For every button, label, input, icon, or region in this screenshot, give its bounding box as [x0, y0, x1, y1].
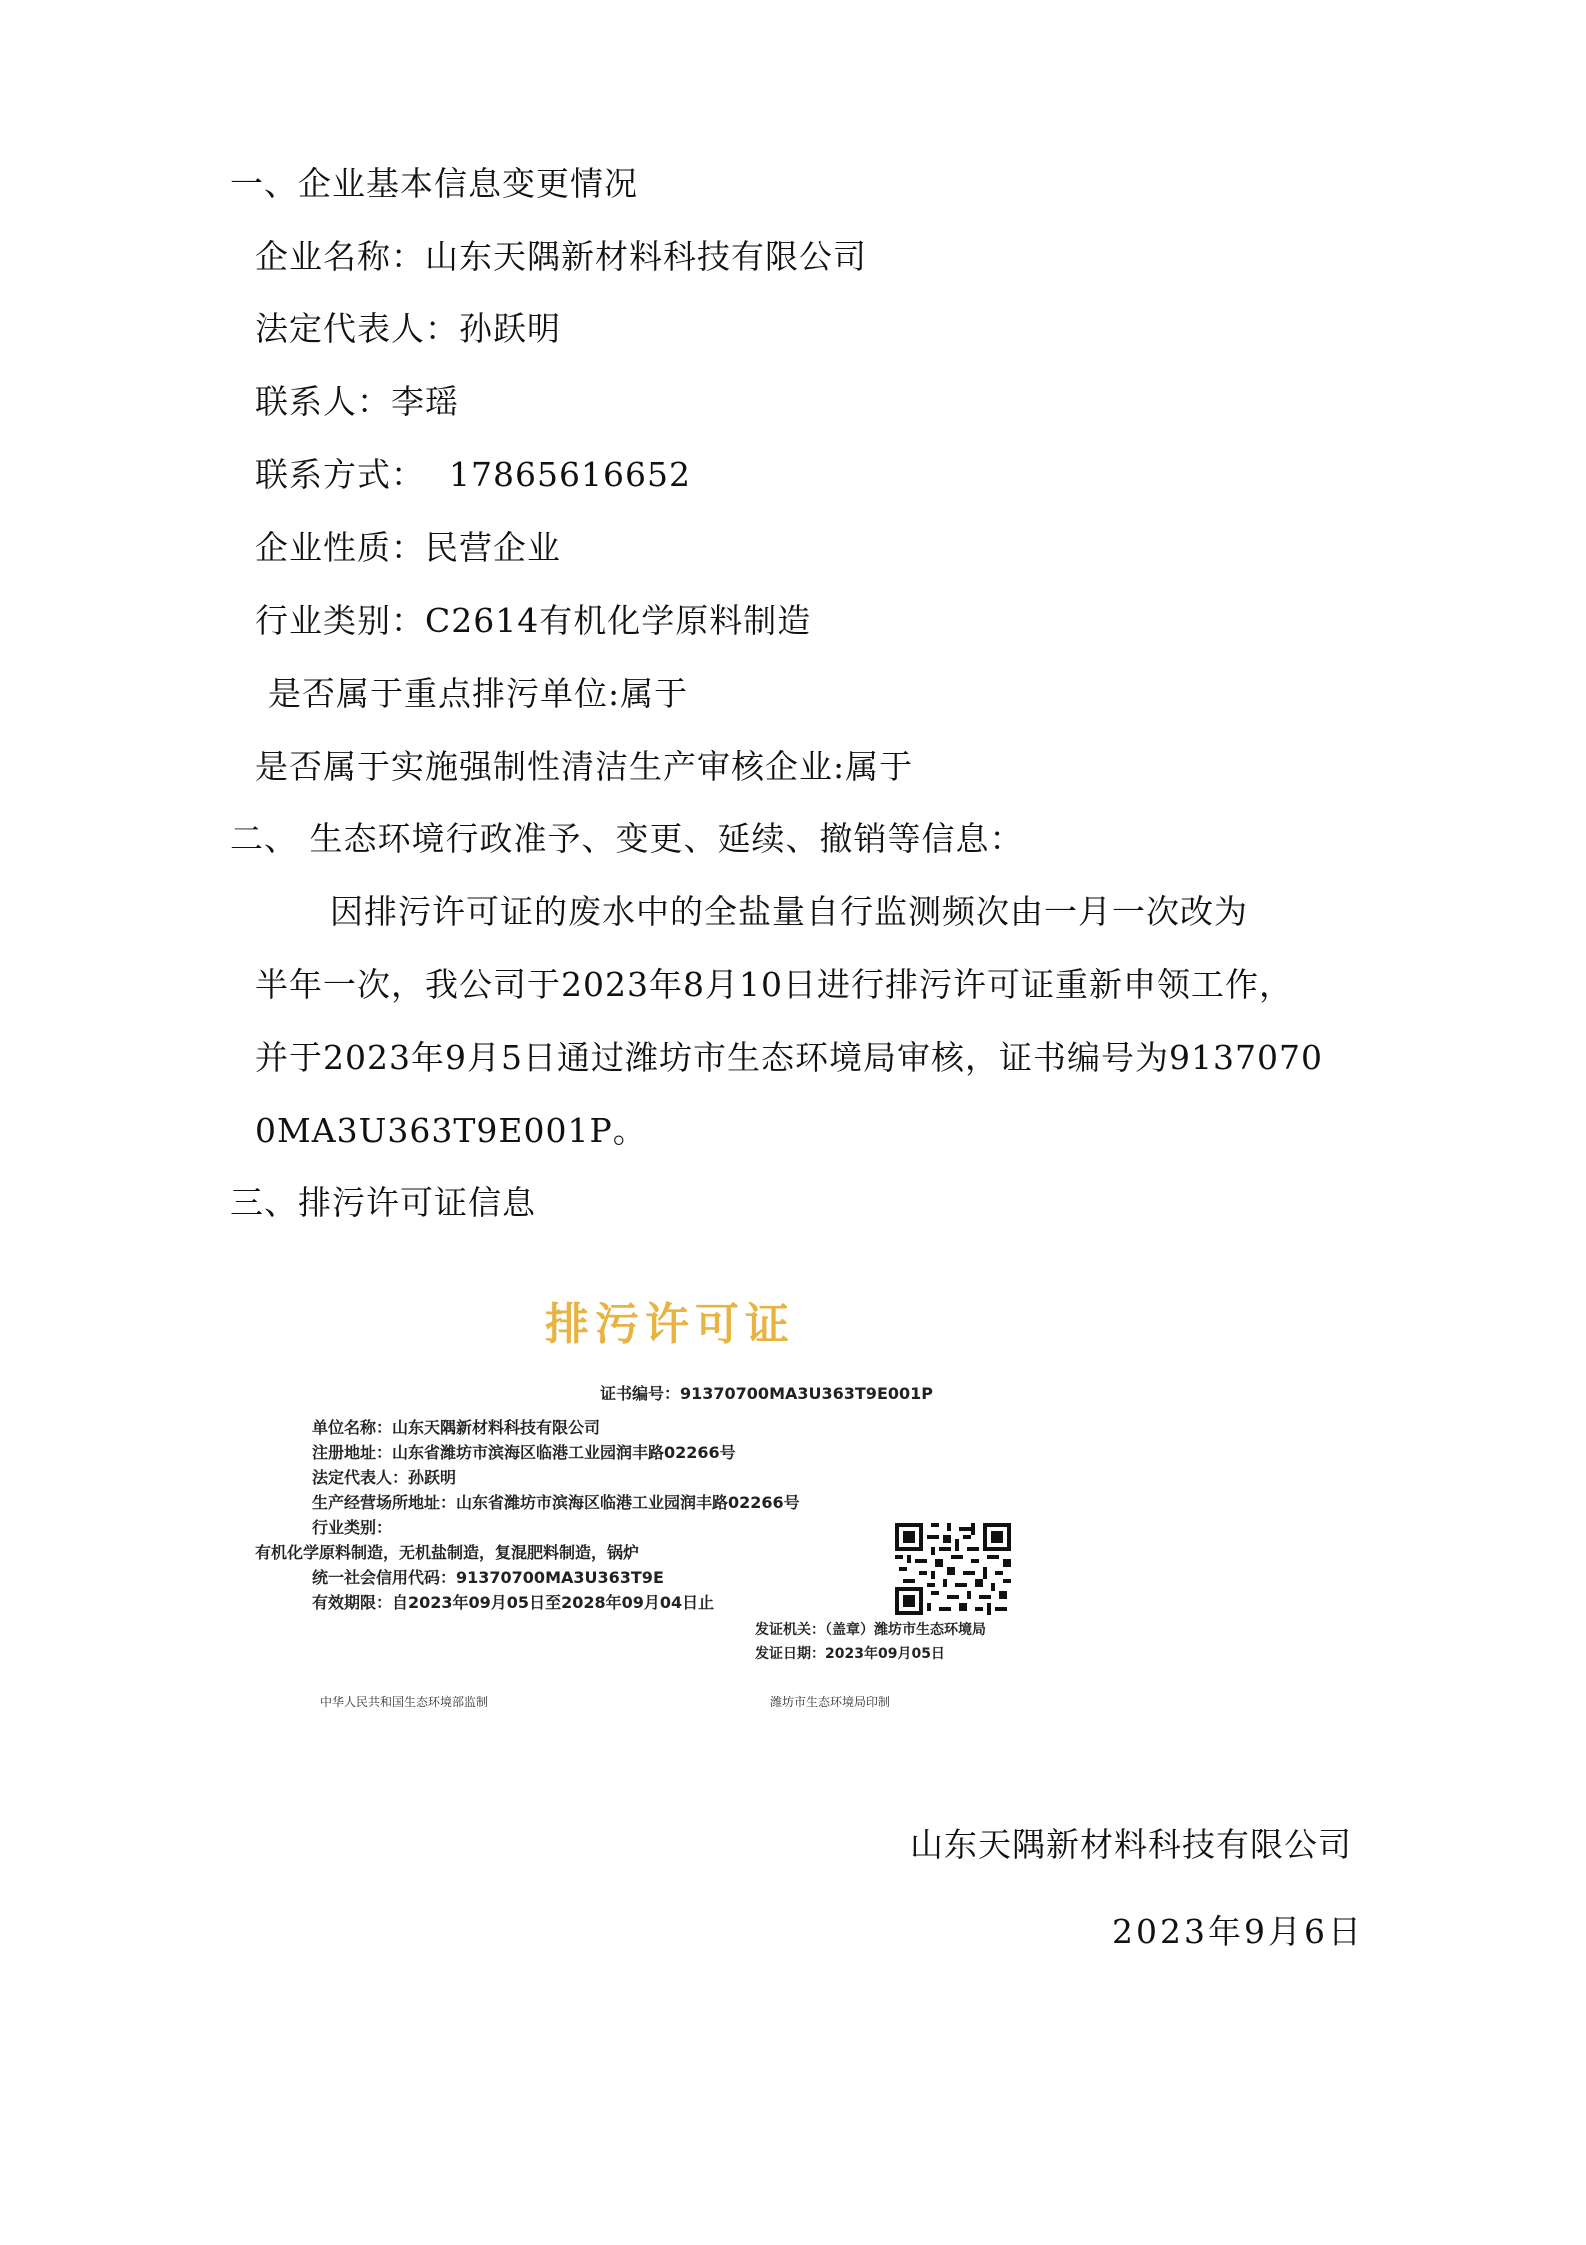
certificate-registered-address: 注册地址：山东省潍坊市滨海区临港工业园润丰路02266号: [312, 1443, 736, 1462]
certificate-industry-value: 有机化学原料制造，无机盐制造，复混肥料制造，锅炉: [255, 1543, 640, 1562]
paragraph-line-3: 并于2023年9月5日通过潍坊市生态环境局审核，证书编号为9137070: [255, 1038, 1323, 1077]
paragraph-line-1: 因排污许可证的废水中的全盐量自行监测频次由一月一次改为: [330, 892, 1248, 931]
certificate-number: 证书编号：91370700MA3U363T9E001P: [600, 1384, 933, 1403]
legal-rep-line: 法定代表人：孙跃明: [255, 309, 561, 348]
clean-production-line: 是否属于实施强制性清洁生产审核企业:属于: [255, 747, 914, 786]
certificate-issuer: 发证机关：（盖章）潍坊市生态环境局: [755, 1622, 986, 1638]
contact-line: 联系人：李瑶: [255, 382, 459, 421]
certificate-credit-code: 统一社会信用代码：91370700MA3U363T9E: [312, 1568, 664, 1587]
certificate-title: 排污许可证: [545, 1299, 795, 1350]
signature-date: 2023年9月6日: [1112, 1912, 1364, 1951]
certificate-valid-period: 有效期限：自2023年09月05日至2028年09月04日止: [312, 1593, 715, 1612]
phone-label: 联系方式：: [255, 455, 425, 494]
phone-line: [255, 453, 691, 497]
section-2-heading: 二、 生态环境行政准予、变更、延续、撤销等信息：: [230, 819, 1024, 858]
certificate-footer-left: 中华人民共和国生态环境部监制: [320, 1695, 489, 1709]
key-polluter-line: 是否属于重点排污单位:属于: [268, 674, 689, 713]
certificate-issue-date: 发证日期：2023年09月05日: [755, 1646, 945, 1662]
certificate-legal-rep: 法定代表人：孙跃明: [312, 1468, 457, 1487]
company-name-line: 企业名称：山东天隅新材料科技有限公司: [255, 237, 867, 276]
section-1-heading: 一、企业基本信息变更情况: [230, 164, 638, 203]
paragraph-line-4: 0MA3U363T9E001P。: [255, 1111, 647, 1150]
nature-line: 企业性质：民营企业: [255, 528, 561, 567]
certificate-site-address: 生产经营场所地址：山东省潍坊市滨海区临港工业园润丰路02266号: [312, 1493, 800, 1512]
paragraph-line-2: 半年一次，我公司于2023年8月10日进行排污许可证重新申领工作，: [255, 965, 1293, 1004]
permit-certificate-image: [245, 1278, 1125, 1708]
section-3-heading: 三、排污许可证信息: [230, 1183, 536, 1222]
industry-line: 行业类别：C2614有机化学原料制造: [255, 601, 812, 640]
certificate-industry-label: 行业类别：: [312, 1518, 393, 1537]
signature-company: 山东天隅新材料科技有限公司: [910, 1825, 1352, 1864]
qr-code-icon: [895, 1523, 1011, 1615]
certificate-footer-right: 潍坊市生态环境局印制: [770, 1695, 891, 1709]
certificate-unit-name: 单位名称：山东天隅新材料科技有限公司: [312, 1418, 601, 1437]
phone-value: 17865616652: [449, 455, 691, 494]
